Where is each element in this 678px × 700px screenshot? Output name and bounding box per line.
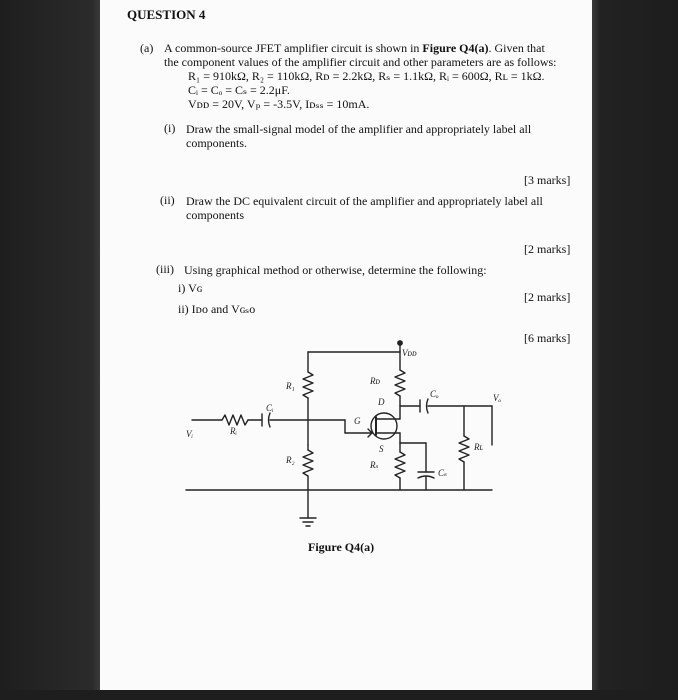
sub-iii-line1: Using graphical method or otherwise, determine the following: [184,263,487,277]
sub-iii-marks-total: [6 marks] [524,331,571,345]
rd-resistor [395,370,405,396]
jfet-amplifier-circuit [100,0,592,690]
cs-label: Cₛ [438,468,448,478]
component-values-parameters: Vᴅᴅ = 20V, Vₚ = -3.5V, Iᴅₛₛ = 10mA. [188,97,370,111]
rl-label: Rʟ [474,442,484,452]
gate-label: G [354,416,361,426]
question-heading: QUESTION 4 [127,7,206,22]
rl-resistor [459,436,469,462]
photo-border-right [592,0,678,700]
sub-ii-line2: components [186,208,244,222]
r1-resistor [303,372,313,398]
drain-label: D [378,397,385,407]
component-values-capacitors: Cᵢ = Cₒ = Cₛ = 2.2μF. [188,83,290,97]
source-label: S [379,444,384,454]
rs-label: Rₛ [370,460,379,470]
photo-border-left [0,0,100,700]
ri-label: Rᵢ [230,426,237,436]
vdd-terminal [398,341,402,345]
co-label: Cₒ [430,389,439,399]
sub-i-marks: [3 marks] [524,173,571,187]
vo-label: Vₒ [493,393,502,403]
photo-border-bottom [0,690,678,700]
sub-i-label: (i) [164,121,176,135]
part-a-intro-line2: the component values of the amplifier circuit and other parameters are as follows: [164,55,557,69]
sub-ii-label: (ii) [160,193,175,207]
sub-iii-label: (iii) [156,262,174,276]
r2-label: R₂ [286,455,295,465]
sub-ii-marks: [2 marks] [524,242,571,256]
vdd-label: Vᴅᴅ [402,348,417,358]
rd-label: Rᴅ [370,376,381,386]
sub-iii-item1-marks: [2 marks] [524,290,571,304]
part-a-label: (a) [140,41,154,55]
sub-iii-item1: i) Vɢ [178,281,203,295]
sub-i-line1: Draw the small-signal model of the amplifier and appropriately label all [186,122,532,136]
component-values-resistors: R₁ = 910kΩ, R₂ = 110kΩ, Rᴅ = 2.2kΩ, Rₛ = 1.1kΩ, Rᵢ = 600Ω, Rʟ = 1kΩ. [188,69,545,83]
exam-page [100,0,592,690]
ri-resistor [222,415,248,425]
rs-resistor [395,452,405,478]
jfet-transistor [371,413,397,439]
sub-ii-line1: Draw the DC equivalent circuit of the amplifier and appropriately label all [186,194,543,208]
ci-label: Cᵢ [266,403,274,413]
r2-resistor [303,450,313,476]
figure-caption: Figure Q4(a) [308,540,375,554]
r1-label: R₁ [286,381,295,391]
vi-label: Vᵢ [186,429,193,439]
figure-reference: Figure Q4(a) [422,41,489,55]
part-a-intro-line1: A common-source JFET amplifier circuit is shown in Figure Q4(a). Given that [164,41,545,55]
sub-i-line2: components. [186,136,247,150]
sub-iii-item2: ii) Iᴅᴏ and Vɢₛᴏ [178,302,256,316]
